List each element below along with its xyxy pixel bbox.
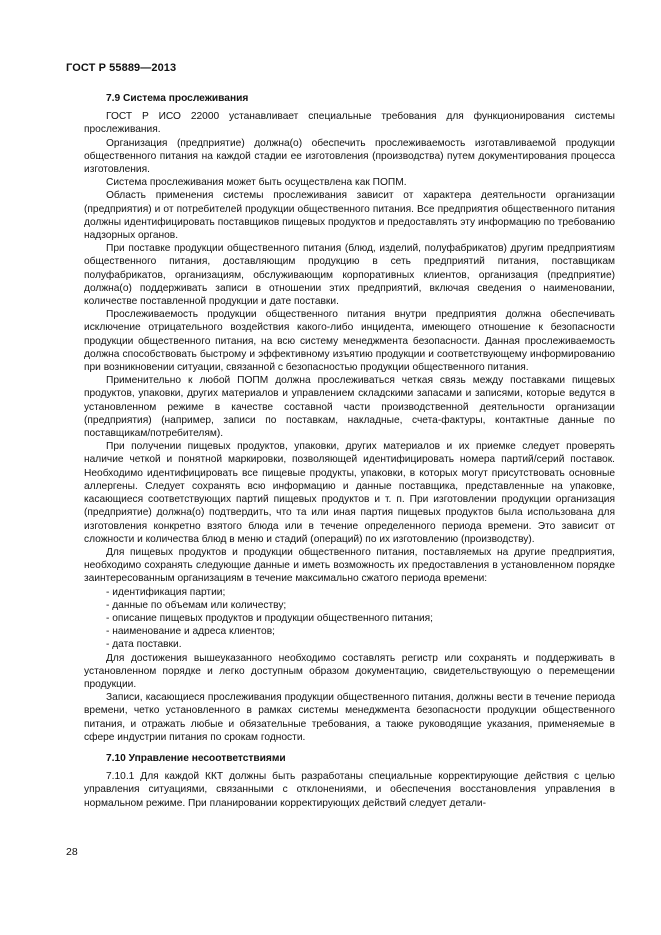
list-item: - дата поставки. (106, 639, 182, 651)
paragraph: При поставке продукции общественного питания (блюд, изделий, полуфабрикатов) другим предприятиям общественного питания, доставляющим продукцию в сеть предприятий питания, поставщикам полуфабрикатов, организациям, обслуживающим корпоративных клиентов, организация (предприятие) должна(о) поддерживать записи в отношении этих предприятий, включая сведения о наименовании, количестве поставленной продукции и дате поставки. (84, 243, 615, 308)
list-item: - идентификация партии; (106, 586, 226, 598)
data-list (84, 586, 615, 652)
paragraph: Система прослеживания может быть осуществлена как ПОПМ. (106, 177, 407, 189)
paragraph: Для достижения вышеуказанного необходимо составлять регистр или сохранять и поддерживать в установленном порядке и легко доступным образом документацию, свидетельствующую о перемещении продукции. (84, 652, 615, 690)
page-content (84, 92, 615, 810)
paragraph: При получении пищевых продуктов, упаковки, других материалов и их приемке следует проверять наличие четкой и понятной маркировки, позволяющей идентифицировать номера партий/серий поставок. Необходимо идентифицировать все пищевые продукты, упаковки, в которых могут присутствовать основные аллергены. Следует сохранять всю информацию и данные поставщика, представленные на упаковке, касающиеся соответствующих партий пищевых продуктов и т. п. При изготовлении продукции организация (предприятие) должна(о) подтвердить, что та или иная партия пищевых продуктов была использована для изготовления конкретно взятого блюда или в течение определенного периода времени. Это зависит от сложности и количества блюд в меню и стадий (операций) по их изготовлению (производству). (84, 441, 615, 545)
list-item: - данные по объемам или количеству; (106, 599, 287, 611)
paragraph: 7.10.1 Для каждой ККТ должны быть разработаны специальные корректирующие действия с целью управления ситуациями, связанными с отклонениями, и обеспечения восстановления управления в нормальном режиме. При планировании корректирующих действий следует детали- (84, 771, 615, 809)
section-title-7-9: 7.9 Система прослеживания (106, 93, 249, 104)
paragraph: Прослеживаемость продукции общественного питания внутри предприятия должна обеспечивать исключение отрицательного воздействия какого-либо инцидента, имеющего отношение к безопасности продукции общественного питания, на всю систему менеджмента безопасности. Данная прослеживаемость должна способствовать быстрому и эффективному изъятию продукции и соответствующему информированию при возникновении ситуации, связанной с безопасностью продукции общественного питания. (84, 309, 615, 374)
paragraph: Организация (предприятие) должна(о) обеспечить прослеживаемость изготавливаемой продукции общественного питания на каждой стадии ее изготовления (производства) путем документирования процесса изготовления. (84, 137, 615, 176)
section-title-7-10: 7.10 Управление несоответствиями (106, 752, 286, 764)
paragraph: ГОСТ Р ИСО 22000 устанавливает специальные требования для функционирования системы прослеживания. (84, 111, 615, 136)
list-item: - описание пищевых продуктов и продукции общественного питания; (106, 612, 433, 624)
paragraph: Для пищевых продуктов и продукции общественного питания, поставляемых на другие предприятия, необходимо сохранять следующие данные и иметь возможность их предоставления в установленном порядке заинтересованным организациям в течение максимально сжатого периода времени: (84, 546, 615, 585)
document-header: ГОСТ Р 55889—2013 (66, 62, 177, 74)
paragraph: Записи, касающиеся прослеживания продукции общественного питания, должны вести в течение периода времени, четко установленного в рамках системы менеджмента безопасности продукции общественного питания, и отражать любые и обязательные требования, а также руководящие указания, применяемые в сфере индустрии питания по срокам годности. (84, 692, 615, 743)
list-item: - наименование и адреса клиентов; (106, 626, 275, 638)
page-number: 28 (66, 846, 78, 858)
paragraph: Применительно к любой ПОПМ должна прослеживаться четкая связь между поставками пищевых продуктов, упаковки, других материалов и управлением складскими запасами и записями, которые ведутся в установленном режиме в качестве составной части производственной деятельности организации (предприятия) (например, записи по поставкам, накладные, счета-фактуры, контактные данные по поставщикам/потребителям). (84, 375, 615, 440)
paragraph: Область применения системы прослеживания зависит от характера деятельности организации (предприятия) и от потребителей продукции общественного питания. Все предприятия общественного питания должны идентифицировать поставщиков пищевых продуктов и предоставлять эту информацию по требованию надзорных органов. (84, 190, 615, 242)
